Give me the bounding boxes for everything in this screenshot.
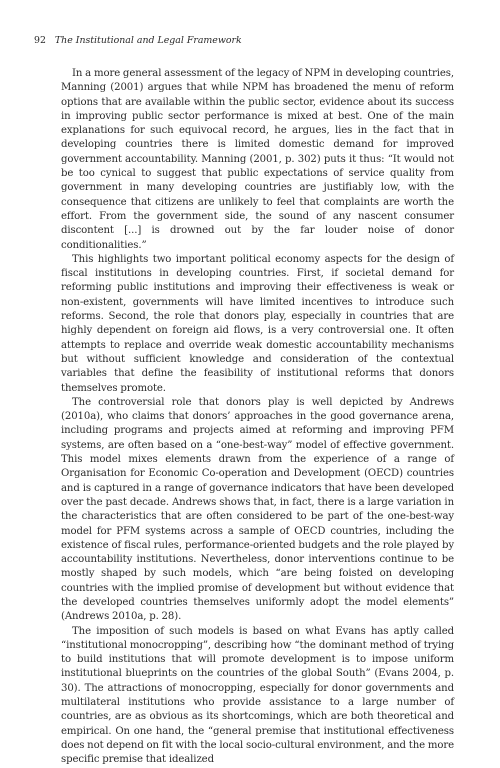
paragraph-donor-role: The controversial role that donors play is well depicted by Andrews (2010a), who claims that donors’ approaches in the good governance arena, including programs and projects aimed at reforming and improving PFM systems, are often based on a “one-best-way” model of effective government. This model mixes elements drawn from the experience of a range of Organisation for Economic Co-operation and Development (OECD) countries and is captured in a range of governance indicators that have been developed over the past decade. Andrews shows that, in fact, there is a large variation in the characteristics that are often considered to be part of the one-best-way model for PFM systems across a sample of OECD countries, including the existence of fiscal rules, performance-oriented budgets and the role played by accountability institutions. Nevertheless, donor interventions continue to be mostly shaped by such models, which “are being foisted on developing countries with the implied promise of development but without evidence that the developed countries themselves uniformly adopt the model elements” (Andrews 2010a, p. 28). (61, 396, 454, 623)
body-text (61, 67, 454, 768)
paragraph-political-economy: This highlights two important political economy aspects for the design of fiscal institutions in developing countries. First, if societal demand for reforming public institutions and improving their effectiveness is weak or non-existent, governments will have limited incentives to introduce such reforms. Second, the role that donors play, especially in countries that are highly dependent on foreign aid flows, is a very controversial one. It often attempts to replace and override weak domestic accountability mechanisms but without sufficient knowledge and consideration of the contextual variables that define the feasibility of institutional reforms that donors themselves promote. (61, 253, 454, 394)
paragraph-npm-assessment: In a more general assessment of the legacy of NPM in developing countries, Manning (2001) argues that while NPM has broadened the menu of reform options that are available within the public sector, evidence about its success in improving public sector performance is mixed at best. One of the main explanations for such equivocal record, he argues, lies in the fact that in developing countries there is limited domestic demand for improved government accountability. Manning (2001, p. 302) puts it thus: “It would not be too cynical to suggest that public expectations of service quality from government in many developing countries are justifiably low, with the consequence that citizens are unlikely to feel that complaints are worth the effort. From the government side, the sound of any nascent consumer discontent [...] is drowned out by the far louder noise of donor conditionalities.” (61, 68, 454, 251)
running-header (34, 35, 242, 47)
paragraph-monocropping: The imposition of such models is based on what Evans has aptly called “institutional monocropping”, describing how “the dominant method of trying to build institutions that will promote development is to impose uniform institutional blueprints on the countries of the global South” (Evans 2004, p. 30). The attractions of monocropping, especially for donor governments and multilateral institutions who provide assistance to a large number of countries, are as obvious as its shortcomings, which are both theoretical and empirical. On one hand, the “general premise that institutional effectiveness does not depend on fit with the local socio-cultural environment, and the more specific premise that idealized (61, 625, 454, 766)
page-number: 92 (34, 35, 46, 46)
running-title: The Institutional and Legal Framework (54, 35, 242, 46)
